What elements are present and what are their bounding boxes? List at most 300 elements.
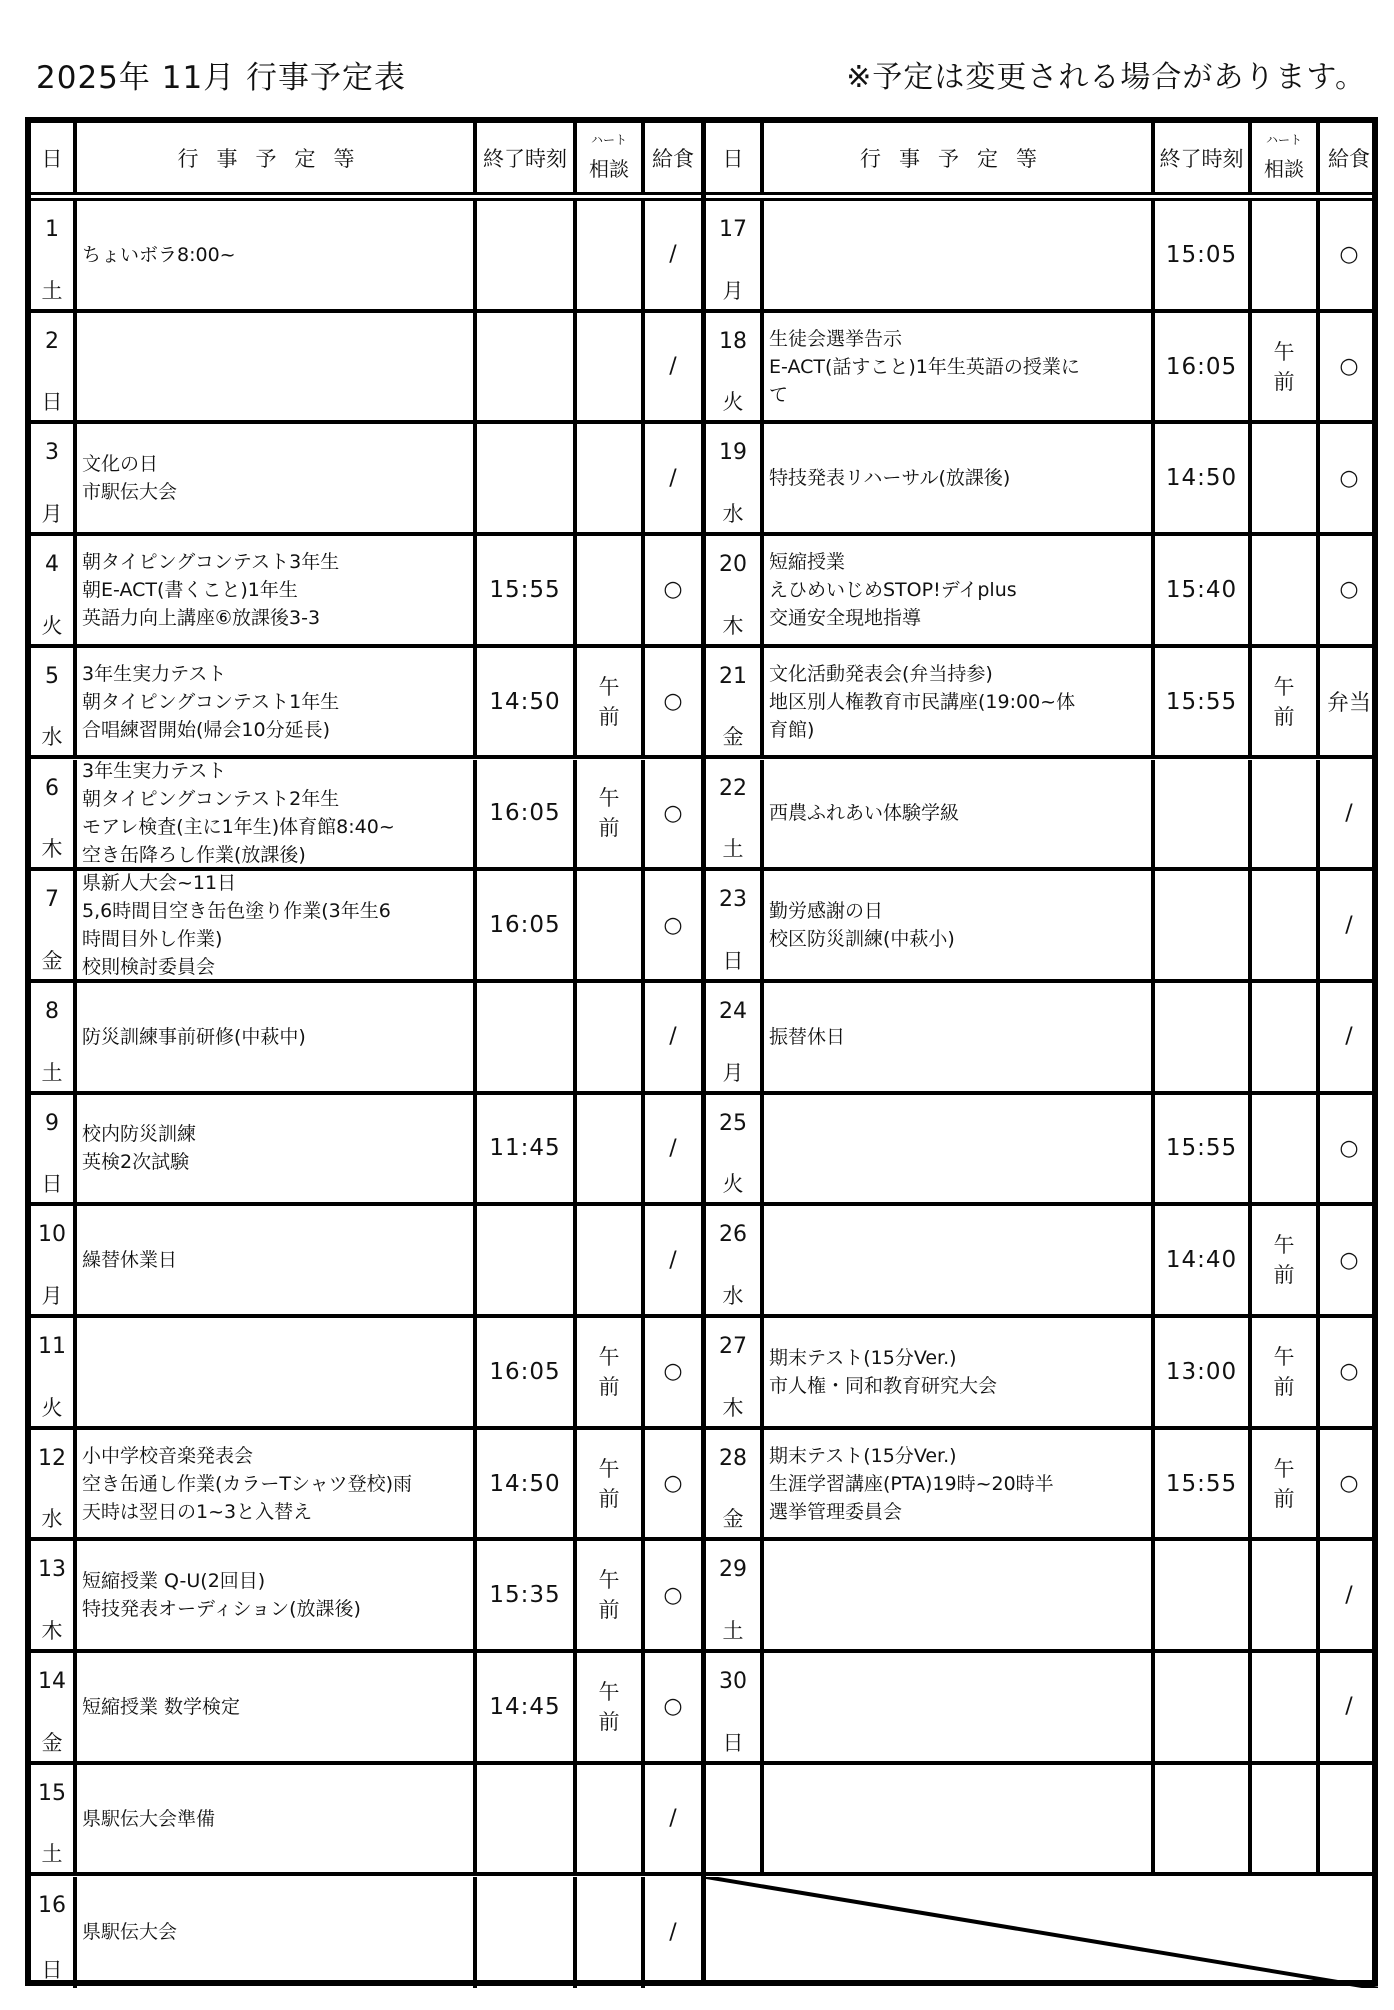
day-number: 9 [45,1110,59,1136]
weekday: 水 [41,1507,63,1532]
heart-consult-char: 午 [598,674,620,699]
lunch-cell: ○ [1339,242,1359,268]
heart-consult-cell [1252,1541,1320,1649]
event-line: 校則検討委員会 [82,956,216,979]
day-number: 21 [719,663,747,689]
day-number: 20 [719,552,747,578]
events-cell [77,313,477,421]
weekday: 日 [41,1172,63,1197]
day-cell [31,1653,77,1761]
lunch-cell: / [669,1247,677,1273]
heart-consult-char: 前 [1273,1486,1295,1511]
event-line: 文化の日 [82,453,159,476]
event-line: 期末テスト(15分Ver.) [769,1346,957,1369]
heart-consult-char: 午 [598,1344,620,1369]
heart-consult-cell [1252,424,1320,532]
day-cell [31,1206,77,1314]
end-time-cell [477,1206,577,1314]
day-number: 25 [719,1110,747,1136]
event-line: て [769,383,789,406]
event-line: 生徒会選挙告示 [769,327,903,350]
heart-consult-cell [1252,1206,1320,1314]
event-line: 繰替休業日 [82,1249,178,1272]
day-number: 12 [38,1445,66,1471]
lunch-cell: ○ [663,1359,683,1385]
end-time-cell [477,1877,577,1989]
event-line: ちょいボラ8:00~ [82,243,236,266]
events-cell [764,313,1155,421]
weekday: 月 [722,278,744,303]
schedule-row [706,1206,1378,1318]
events-cell [77,1653,477,1761]
heart-consult-char: 前 [598,816,620,841]
event-line: 3年生実力テスト [82,760,227,783]
schedule-row [706,1653,1378,1765]
change-notice: ※予定は変更される場合があります。 [846,60,1366,95]
heart-consult-cell [577,424,645,532]
day-number: 23 [719,887,747,913]
events-cell [77,1877,477,1989]
schedule-row [31,1765,701,1877]
table-header [31,123,701,195]
day-number: 8 [45,998,59,1024]
events-cell [764,1430,1155,1538]
lunch-cell: ○ [1339,1135,1359,1161]
lunch-cell: ○ [1339,1359,1359,1385]
day-number: 10 [38,1222,66,1248]
schedule-row [31,313,701,425]
heart-consult-char: 午 [598,1568,620,1593]
lunch-cell: / [1345,912,1353,938]
event-line: 朝タイピングコンテスト3年生 [82,550,340,573]
table-right-half [701,123,1378,1980]
event-line: 振替休日 [769,1025,846,1048]
schedule-row [706,1430,1378,1542]
end-time-cell [1155,983,1252,1091]
heart-consult-char: 午 [1273,1456,1295,1481]
schedule-row [31,983,701,1095]
day-cell [706,1430,764,1538]
lunch-cell: / [1345,1582,1353,1608]
event-line: 市駅伝大会 [82,481,178,504]
weekday: 木 [722,1395,744,1420]
lunch-cell: / [1345,1024,1353,1050]
weekday: 火 [41,613,63,638]
heart-consult-cell [577,983,645,1091]
heart-consult-char: 前 [598,1486,620,1511]
end-time-cell: 16:05 [477,760,577,868]
event-line: 育館) [769,718,815,741]
events-cell [77,1318,477,1426]
events-cell [764,1541,1155,1649]
heart-consult-cell [577,648,645,756]
end-time-cell: 15:55 [1155,1430,1252,1538]
day-number: 30 [719,1669,747,1695]
events-cell [77,983,477,1091]
event-line: 短縮授業 Q-U(2回目) [82,1570,266,1593]
heart-consult-cell [577,1653,645,1761]
lunch-cell: ○ [663,912,683,938]
day-number: 2 [45,328,59,354]
heart-consult-cell [577,536,645,644]
weekday: 土 [41,1060,63,1085]
heart-consult-cell [577,1765,645,1873]
lunch-cell: ○ [663,577,683,603]
end-time-cell: 15:55 [1155,1095,1252,1203]
heart-consult-char: 前 [598,704,620,729]
weekday: 日 [41,1958,63,1983]
end-time-cell: 11:45 [477,1095,577,1203]
lunch-cell: / [669,1806,677,1832]
lunch-cell: ○ [663,689,683,715]
heart-consult-char: 午 [1273,339,1295,364]
day-cell [706,1318,764,1426]
heart-consult-cell [1252,648,1320,756]
schedule-row [706,1318,1378,1430]
heart-consult-char: 午 [1273,1344,1295,1369]
header-heart [577,123,645,192]
day-cell [31,1877,77,1989]
events-cell [764,201,1155,309]
schedule-row [31,1095,701,1207]
day-number: 6 [45,775,59,801]
event-line: 時間目外し作業) [82,928,223,951]
event-line: 小中学校音楽発表会 [82,1444,254,1467]
events-cell [764,424,1155,532]
header-lunch: 給食 [652,146,694,171]
heart-consult-char: 午 [598,786,620,811]
end-time-cell: 15:35 [477,1541,577,1649]
lunch-cell: / [1345,1694,1353,1720]
header-day: 日 [31,123,77,192]
day-number: 22 [719,775,747,801]
events-cell [77,760,477,868]
event-line: 5,6時間目空き缶色塗り作業(3年生6 [82,900,391,923]
events-cell [77,1095,477,1203]
lunch-cell: ○ [663,1471,683,1497]
day-cell [31,1765,77,1873]
events-cell [764,648,1155,756]
header-end-time: 終了時刻 [477,123,577,192]
lunch-cell: / [669,1919,677,1945]
day-cell [706,983,764,1091]
weekday: 水 [722,1283,744,1308]
day-cell [31,201,77,309]
event-line: 市人権・同和教育研究大会 [769,1374,998,1397]
table-left-half [31,123,701,1983]
header-heart-large: 相談 [1264,156,1304,181]
end-time-cell: 16:05 [477,871,577,979]
heart-consult-cell [1252,1765,1320,1873]
event-line: 朝タイピングコンテスト1年生 [82,690,340,713]
schedule-row [706,201,1378,313]
day-cell [706,1095,764,1203]
end-time-cell [1155,1541,1252,1649]
event-line: 空き缶降ろし作業(放課後) [82,844,306,867]
heart-consult-char: 午 [1273,1233,1295,1258]
lunch-cell [1320,1765,1378,1873]
day-number: 14 [38,1669,66,1695]
lunch-cell: / [1345,800,1353,826]
end-time-cell: 15:40 [1155,536,1252,644]
header-heart-large: 相談 [589,156,629,181]
header-heart-small: ハート [1265,132,1302,147]
heart-consult-cell [577,201,645,309]
heart-consult-cell [577,1430,645,1538]
heart-consult-char: 前 [1273,1374,1295,1399]
day-cell [31,1541,77,1649]
day-cell [706,424,764,532]
heart-consult-cell [1252,1653,1320,1761]
weekday: 金 [41,1730,63,1755]
events-cell [764,760,1155,868]
day-number: 7 [45,887,59,913]
heart-consult-cell [577,871,645,979]
day-cell [31,1095,77,1203]
event-line: 天時は翌日の1~3と入替え [82,1500,313,1523]
schedule-row [706,871,1378,983]
weekday: 金 [722,725,744,750]
lunch-cell: / [669,1135,677,1161]
weekday: 月 [41,502,63,527]
end-time-cell [1155,1765,1252,1873]
day-cell [31,1430,77,1538]
heart-consult-cell [1252,313,1320,421]
day-number: 19 [719,440,747,466]
weekday: 火 [722,390,744,415]
event-line: 西農ふれあい体験学級 [769,802,960,825]
day-cell [706,871,764,979]
schedule-row [31,1318,701,1430]
lunch-cell: ○ [663,800,683,826]
weekday: 火 [41,1395,63,1420]
day-cell [31,424,77,532]
weekday: 木 [722,613,744,638]
events-cell [764,871,1155,979]
lunch-cell: / [669,465,677,491]
events-cell [77,1541,477,1649]
schedule-row [31,1206,701,1318]
event-line: 短縮授業 数学検定 [82,1695,241,1718]
heart-consult-cell [1252,760,1320,868]
day-number: 29 [719,1557,747,1583]
heart-consult-cell [1252,1095,1320,1203]
event-line: 校区防災訓練(中萩小) [769,928,955,951]
heart-consult-cell [1252,536,1320,644]
lunch-cell: 弁当 [1326,691,1371,717]
events-cell [77,201,477,309]
schedule-row [31,1541,701,1653]
heart-consult-cell [577,1541,645,1649]
header-heart-small: ハート [590,132,627,147]
heart-consult-char: 午 [598,1456,620,1481]
event-line: 県駅伝大会 [82,1921,178,1944]
header-end-time: 終了時刻 [1155,123,1252,192]
schedule-row [706,1095,1378,1207]
heart-consult-cell [577,1095,645,1203]
events-cell [764,1653,1155,1761]
event-line: 英語力向上講座⑥放課後3-3 [82,606,321,629]
end-time-cell [1155,1653,1252,1761]
event-line: 文化活動発表会(弁当持参) [769,662,993,685]
end-time-cell: 14:50 [1155,424,1252,532]
day-number: 3 [45,440,59,466]
day-cell [706,1541,764,1649]
end-time-cell: 16:05 [477,1318,577,1426]
heart-consult-cell [1252,983,1320,1091]
heart-consult-cell [1252,1318,1320,1426]
weekday: 水 [722,502,744,527]
header-events: 行事予定等 [764,123,1155,192]
end-time-cell: 15:55 [477,536,577,644]
lunch-cell: / [669,354,677,380]
schedule-row [31,1877,701,1989]
day-number: 1 [45,217,59,242]
day-cell [31,648,77,756]
day-cell [706,1206,764,1314]
end-time-cell: 14:40 [1155,1206,1252,1314]
weekday: 土 [722,1619,744,1644]
event-line: 空き缶通し作業(カラーTシャツ登校)雨 [82,1472,413,1495]
events-cell [77,1430,477,1538]
day-number: 27 [719,1334,747,1359]
day-cell [706,648,764,756]
weekday: 金 [722,1507,744,1532]
day-cell [706,1653,764,1761]
end-time-cell: 15:05 [1155,201,1252,309]
heart-consult-char: 前 [598,1709,620,1734]
event-line: 県新人大会~11日 [82,872,237,895]
weekday: 木 [41,1619,63,1644]
schedule-row [706,1541,1378,1653]
event-line: 期末テスト(15分Ver.) [769,1444,957,1467]
day-number: 15 [38,1780,66,1806]
event-line: 防災訓練事前研修(中萩中) [82,1025,306,1048]
heart-consult-cell [1252,1430,1320,1538]
day-cell [31,313,77,421]
heart-consult-char: 前 [1273,704,1295,729]
event-line: 校内防災訓練 [82,1123,197,1146]
end-time-cell [477,424,577,532]
weekday: 月 [722,1060,744,1085]
day-cell [31,536,77,644]
end-time-cell [477,983,577,1091]
schedule-row [706,983,1378,1095]
schedule-row [706,424,1378,536]
weekday: 日 [41,390,63,415]
weekday: 土 [722,837,744,862]
event-line: 特技発表オーディション(放課後) [82,1598,361,1621]
events-cell [77,1206,477,1314]
event-line: 生涯学習講座(PTA)19時~20時半 [769,1472,1054,1495]
heart-consult-cell [1252,201,1320,309]
weekday: 金 [41,948,63,973]
day-cell [31,871,77,979]
schedule-row [31,536,701,648]
events-cell [764,1206,1155,1314]
day-cell [31,983,77,1091]
day-cell [706,760,764,868]
day-number: 28 [719,1445,747,1471]
event-line: 県駅伝大会準備 [82,1807,216,1830]
end-time-cell: 13:00 [1155,1318,1252,1426]
events-cell [77,648,477,756]
lunch-cell: ○ [1339,577,1359,603]
schedule-table [25,117,1378,1986]
heart-consult-cell [577,1318,645,1426]
day-number: 13 [38,1557,66,1583]
event-line: 3年生実力テスト [82,662,227,685]
heart-consult-cell [577,313,645,421]
event-line: E-ACT(話すこと)1年生英語の授業に [769,355,1080,378]
weekday: 水 [41,725,63,750]
day-cell [706,1765,764,1873]
lunch-cell: ○ [1339,1471,1359,1497]
schedule-row [31,760,701,872]
lunch-cell: ○ [1339,354,1359,380]
events-cell [764,1318,1155,1426]
day-cell [706,201,764,309]
weekday: 日 [722,948,744,973]
lunch-cell: / [669,242,677,268]
lunch-cell: / [669,1024,677,1050]
day-number: 5 [45,663,59,689]
end-time-cell [477,1765,577,1873]
weekday: 土 [41,278,63,303]
event-line: 朝E-ACT(書くこと)1年生 [82,578,298,601]
heart-consult-char: 前 [598,1374,620,1399]
end-time-cell: 14:50 [477,1430,577,1538]
event-line: モアレ検査(主に1年生)体育館8:40~ [82,816,395,839]
lunch-cell: ○ [663,1694,683,1720]
page-title: 2025年 11月 行事予定表 [36,60,407,96]
schedule-row [706,760,1378,872]
heart-consult-cell [577,760,645,868]
day-cell [706,536,764,644]
weekday: 日 [722,1730,744,1755]
schedule-row [706,536,1378,648]
table-header [706,123,1378,195]
heart-consult-char: 午 [1273,674,1295,699]
event-line: 地区別人権教育市民講座(19:00~体 [769,690,1076,713]
end-time-cell: 16:05 [1155,313,1252,421]
end-time-cell [1155,760,1252,868]
schedule-row [31,648,701,760]
heart-consult-cell [577,1877,645,1989]
events-cell [764,983,1155,1091]
events-cell [764,536,1155,644]
schedule-row [706,1765,1378,1877]
schedule-row [706,313,1378,425]
events-cell [77,536,477,644]
weekday: 月 [41,1283,63,1308]
events-cell [764,1095,1155,1203]
heart-consult-char: 前 [1273,369,1295,394]
lunch-cell: ○ [1339,1247,1359,1273]
diagonal-line [706,1877,1378,1989]
header-heart [1252,123,1320,192]
events-cell [764,1765,1155,1873]
event-line: 勤労感謝の日 [769,900,884,923]
schedule-row [31,871,701,983]
schedule-row [31,424,701,536]
lunch-cell: ○ [1339,465,1359,491]
day-number: 24 [719,998,747,1024]
day-number: 17 [719,217,747,242]
end-time-cell [1155,871,1252,979]
header-lunch: 給食 [1328,146,1370,171]
day-number: 26 [719,1222,747,1248]
